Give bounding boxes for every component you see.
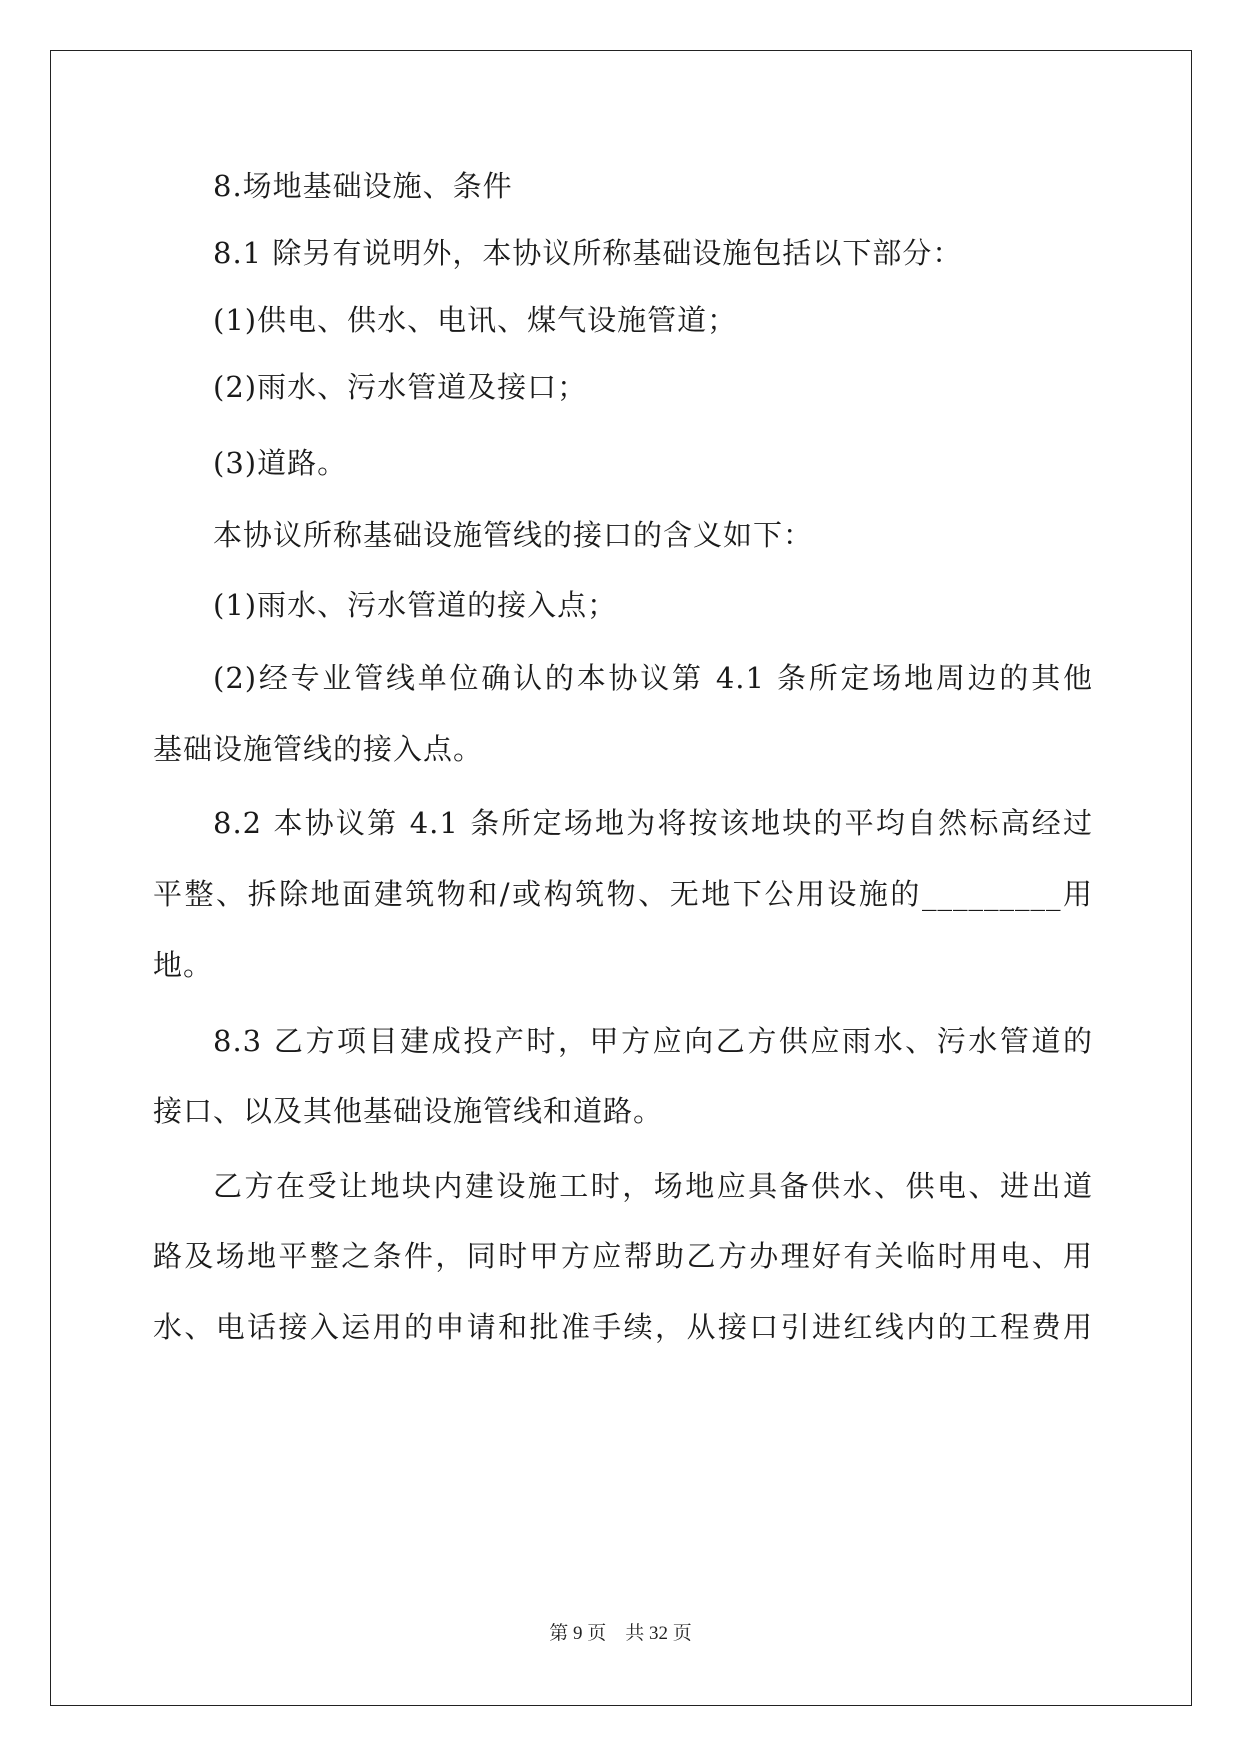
paragraph-line: 8.2 本协议第 4.1 条所定场地为将按该地块的平均自然标高经过 — [213, 806, 1093, 840]
list-item: (3)道路。 — [213, 446, 348, 480]
page-number-footer: 第 9 页 共 32 页 — [549, 1623, 692, 1644]
list-item: (1)雨水、污水管道的接入点； — [213, 588, 618, 622]
paragraph-line: 本协议所称基础设施管线的接口的含义如下： — [213, 518, 814, 552]
list-item: (2)雨水、污水管道及接口； — [213, 370, 588, 404]
paragraph-line: 平整、拆除地面建筑物和/或构筑物、无地下公用设施的_________用 — [153, 877, 1093, 911]
list-item: (2)经专业管线单位确认的本协议第 4.1 条所定场地周边的其他 — [213, 661, 1093, 695]
paragraph-line: 8.1 除另有说明外，本协议所称基础设施包括以下部分： — [213, 236, 963, 270]
paragraph-line: 乙方在受让地块内建设施工时，场地应具备供水、供电、进出道 — [213, 1169, 1093, 1203]
paragraph-line: 路及场地平整之条件，同时甲方应帮助乙方办理好有关临时用电、用 — [153, 1239, 1093, 1273]
paragraph-line: 水、电话接入运用的申请和批准手续，从接口引进红线内的工程费用 — [153, 1310, 1093, 1344]
paragraph-line: 地。 — [153, 948, 214, 982]
section-heading: 8.场地基础设施、条件 — [213, 169, 513, 203]
list-item: (1)供电、供水、电讯、煤气设施管道； — [213, 303, 738, 337]
paragraph-line: 基础设施管线的接入点。 — [153, 732, 484, 766]
paragraph-line: 8.3 乙方项目建成投产时，甲方应向乙方供应雨水、污水管道的 — [213, 1024, 1093, 1058]
paragraph-line: 接口、以及其他基础设施管线和道路。 — [153, 1094, 664, 1128]
